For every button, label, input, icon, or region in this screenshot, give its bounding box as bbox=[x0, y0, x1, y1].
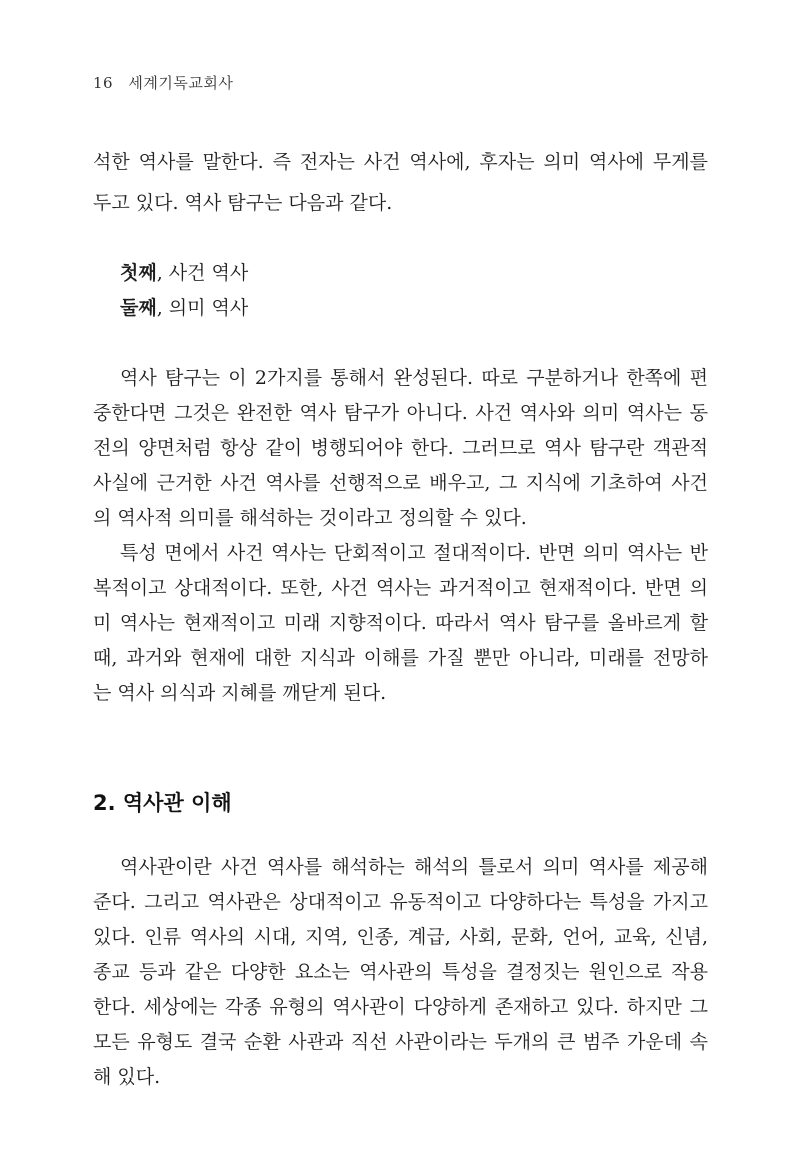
intro-line: 두고 있다. 역사 탐구는 다음과 같다. bbox=[93, 192, 393, 214]
paragraph-line: 때, 과거와 현재에 대한 지식과 이해를 가질 뿐만 아니라, 미래를 전망하 bbox=[93, 647, 708, 669]
list-item bbox=[120, 261, 248, 285]
paragraph-line: 중한다면 그것은 완전한 역사 탐구가 아니다. 사건 역사와 의미 역사는 동 bbox=[93, 402, 708, 424]
paragraph-line: 의 역사적 의미를 해석하는 것이라고 정의할 수 있다. bbox=[93, 507, 527, 529]
paragraph-line: 사실에 근거한 사건 역사를 선행적으로 배우고, 그 지식에 기초하여 사건 bbox=[93, 472, 708, 494]
paragraph-line: 복적이고 상대적이다. 또한, 사건 역사는 과거적이고 현재적이다. 반면 의 bbox=[93, 577, 708, 599]
paragraph-line: 모든 유형도 결국 순환 사관과 직선 사관이라는 두개의 큰 범주 가운데 속 bbox=[93, 1031, 708, 1053]
paragraph-line: 역사 탐구는 이 2가지를 통해서 완성된다. 따로 구분하거나 한쪽에 편 bbox=[120, 367, 708, 389]
paragraph-line: 미 역사는 현재적이고 미래 지향적이다. 따라서 역사 탐구를 올바르게 할 bbox=[93, 612, 708, 634]
list-item-text: , 사건 역사 bbox=[156, 262, 249, 284]
page-number: 16 bbox=[93, 74, 114, 92]
book-title: 세계기독교회사 bbox=[128, 74, 234, 92]
running-header bbox=[93, 72, 233, 93]
list-item-label: 첫째 bbox=[120, 262, 157, 284]
list-item bbox=[120, 296, 248, 320]
paragraph-line: 있다. 인류 역사의 시대, 지역, 인종, 계급, 사회, 문화, 언어, 교육, 신념, bbox=[93, 926, 708, 948]
list-item-text: , 의미 역사 bbox=[156, 297, 249, 319]
paragraph-line: 특성 면에서 사건 역사는 단회적이고 절대적이다. 반면 의미 역사는 반 bbox=[120, 542, 708, 564]
paragraph-line: 종교 등과 같은 다양한 요소는 역사관의 특성을 결정짓는 원인으로 작용 bbox=[93, 961, 708, 983]
paragraph-line: 전의 양면처럼 항상 같이 병행되어야 한다. 그러므로 역사 탐구란 객관적 bbox=[93, 437, 708, 459]
paragraph-line: 한다. 세상에는 각종 유형의 역사관이 다양하게 존재하고 있다. 하지만 그 bbox=[93, 996, 708, 1018]
paragraph-line: 는 역사 의식과 지혜를 깨닫게 된다. bbox=[93, 682, 387, 704]
paragraph-line: 해 있다. bbox=[93, 1066, 161, 1088]
section-heading: 2. 역사관 이해 bbox=[93, 791, 232, 815]
paragraph-line: 준다. 그리고 역사관은 상대적이고 유동적이고 다양하다는 특성을 가지고 bbox=[93, 891, 708, 913]
paragraph-line: 역사관이란 사건 역사를 해석하는 해석의 틀로서 의미 역사를 제공해 bbox=[120, 856, 708, 878]
intro-line: 석한 역사를 말한다. 즉 전자는 사건 역사에, 후자는 의미 역사에 무게를 bbox=[93, 151, 708, 173]
list-item-label: 둘째 bbox=[120, 297, 157, 319]
